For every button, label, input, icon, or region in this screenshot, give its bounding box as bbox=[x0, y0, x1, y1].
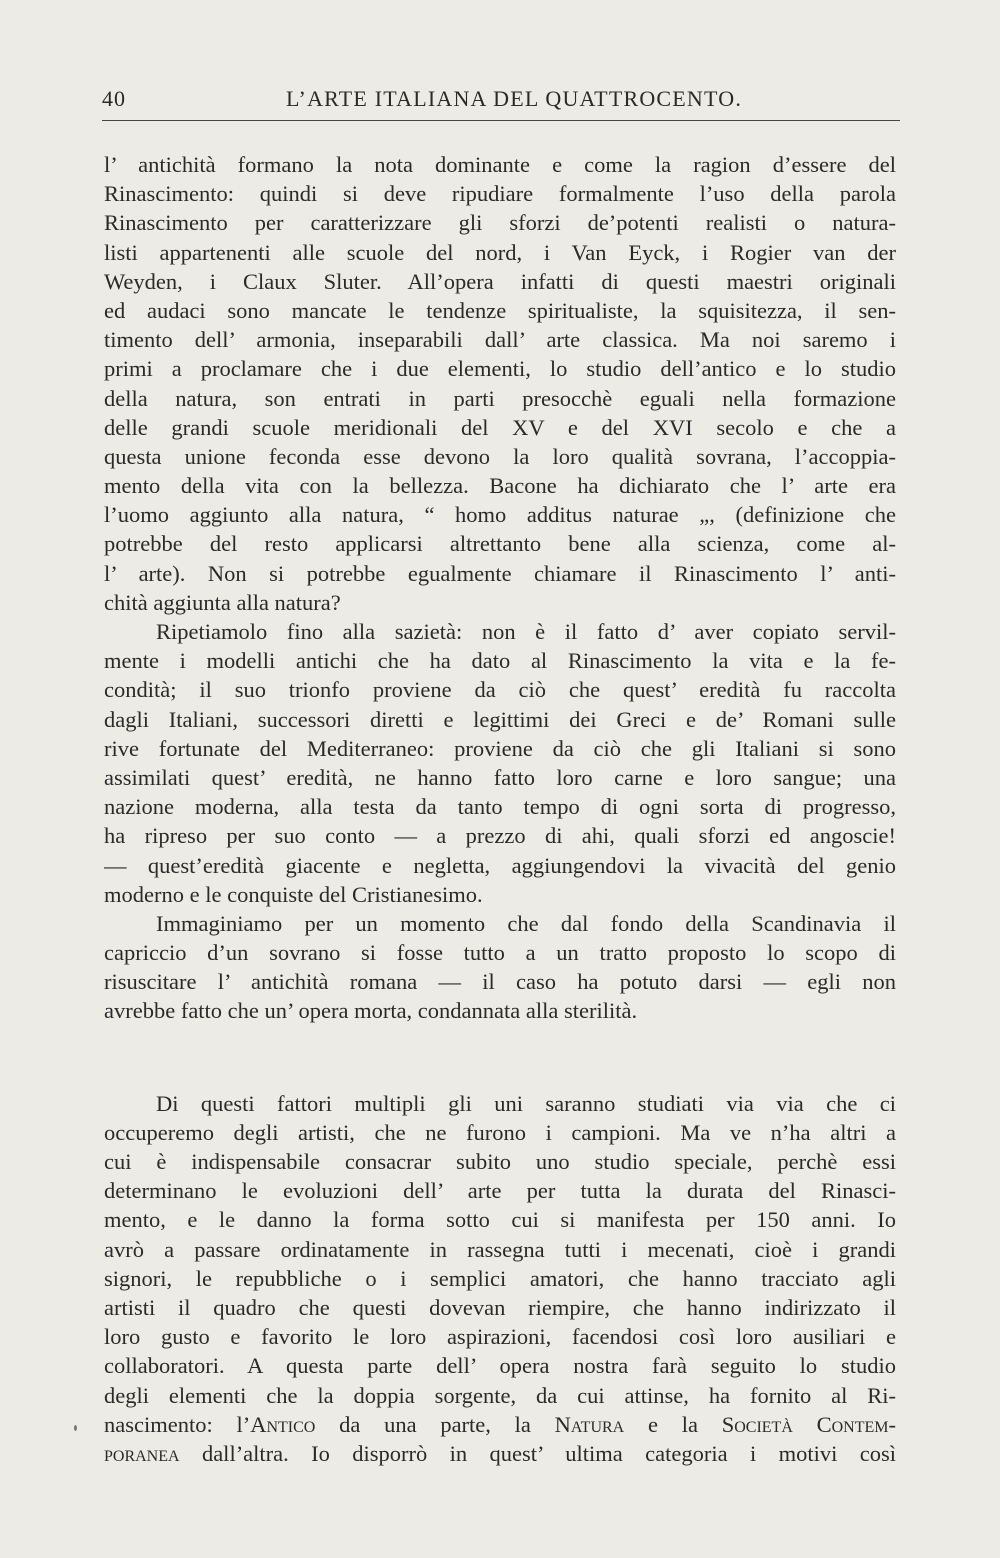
text-line: l’ arte). Non si potrebbe egualmente chiamare il Rinascimento l’ anti- bbox=[104, 560, 896, 586]
text-line: potrebbe del resto applicarsi altrettanto bene alla scienza, come al- bbox=[104, 531, 896, 557]
text-line: Ripetiamolo fino alla sazietà: non è il fatto d’ aver copiato servil- bbox=[156, 619, 896, 644]
paragraph bbox=[104, 150, 896, 617]
text-line: primi a proclamare che i due elementi, lo studio dell’antico e lo studio bbox=[104, 356, 896, 382]
text-segment: da una parte, la bbox=[315, 1411, 555, 1437]
text-line: ha ripreso per suo conto — a prezzo di ahi, quali sforzi ed angoscie! bbox=[104, 823, 896, 849]
body-text bbox=[104, 150, 896, 1468]
text-line: Immaginiamo per un momento che dal fondo della Scandinavia il bbox=[156, 910, 896, 936]
text-line: delle grandi scuole meridionali del XV e del XVI secolo e che a bbox=[104, 414, 896, 440]
text-line: nazione moderna, alla testa da tanto tempo di ogni sorta di progresso, bbox=[104, 794, 896, 820]
text-line: mento, e le danno la forma sotto cui si manifesta per 150 anni. Io bbox=[104, 1207, 896, 1233]
text-line: artisti il quadro che questi dovevan riempire, che hanno indirizzato il bbox=[104, 1294, 896, 1320]
text-line: della natura, son entrati in parti presocchè eguali nella formazione bbox=[104, 385, 896, 411]
text-line: occuperemo degli artisti, che ne furono i campioni. Ma ve n’ha altri a bbox=[104, 1119, 896, 1145]
text-line bbox=[104, 1410, 896, 1439]
text-line: rive fortunate del Mediterraneo: proviene da ciò che gli Italiani si sono bbox=[104, 735, 896, 761]
small-caps-term: Natura bbox=[554, 1411, 625, 1437]
text-line bbox=[104, 1439, 896, 1468]
text-segment: e la bbox=[624, 1411, 722, 1437]
page-header bbox=[102, 84, 900, 121]
text-line: degli elementi che la doppia sorgente, da cui attinse, ha fornito al Ri- bbox=[104, 1382, 896, 1408]
paragraph bbox=[104, 1089, 896, 1468]
running-head: L’ARTE ITALIANA DEL QUATTROCENTO. bbox=[285, 86, 743, 111]
page-number: 40 bbox=[102, 86, 126, 111]
text-line: cui è indispensabile consacrar subito uno studio speciale, perchè essi bbox=[104, 1149, 896, 1174]
text-line: Rinascimento per caratterizzare gli sforzi de’potenti realisti o natura- bbox=[104, 210, 896, 236]
text-line: mento della vita con la bellezza. Bacone ha dichiarato che l’ arte era bbox=[104, 473, 896, 499]
text-line: avrebbe fatto che un’ opera morta, condannata alla sterilità. bbox=[104, 998, 638, 1024]
text-line: chità aggiunta alla natura? bbox=[104, 589, 341, 615]
text-segment: dall’altra. Io disporrò in quest’ ultima categoria i motivi così bbox=[179, 1440, 896, 1466]
text-line: Weyden, i Claux Sluter. All’opera infatti di questi maestri originali bbox=[104, 268, 896, 294]
text-line: moderno e le conquiste del Cristianesimo. bbox=[104, 881, 483, 907]
paragraph bbox=[104, 909, 896, 1026]
text-line: avrò a passare ordinatamente in rassegna tutti i mecenati, cioè i grandi bbox=[104, 1236, 896, 1262]
text-line: timento dell’ armonia, inseparabili dall’ arte classica. Ma noi saremo i bbox=[104, 327, 896, 353]
small-caps-term: poranea bbox=[104, 1440, 180, 1466]
text-line: dagli Italiani, successori diretti e legittimi dei Greci e de’ Romani sulle bbox=[104, 706, 896, 732]
text-line: l’ antichità formano la nota dominante e come la ragion d’essere del bbox=[104, 152, 896, 177]
text-line: collaboratori. A questa parte dell’ opera nostra farà seguito lo studio bbox=[104, 1353, 896, 1379]
text-segment: nascimento: l’ bbox=[104, 1411, 251, 1437]
text-line: — quest’eredità giacente e negletta, aggiungendovi la vivacità del genio bbox=[104, 852, 896, 878]
text-line: questa unione feconda esse devono la loro qualità sovrana, l’accoppia- bbox=[104, 443, 896, 469]
text-line: ed audaci sono mancate le tendenze spiritualiste, la squisitezza, il sen- bbox=[104, 297, 896, 323]
text-line: Rinascimento: quindi si deve ripudiare formalmente l’uso della parola bbox=[104, 181, 896, 207]
text-line: risuscitare l’ antichità romana — il caso ha potuto darsi — egli non bbox=[104, 969, 896, 995]
text-line: assimilati quest’ eredità, ne hanno fatto loro carne e loro sangue; una bbox=[104, 764, 896, 790]
text-line: Di questi fattori multipli gli uni saranno studiati via via che ci bbox=[156, 1090, 896, 1116]
text-line: signori, le repubbliche o i semplici amatori, che hanno tracciato agli bbox=[104, 1265, 896, 1291]
ink-speck bbox=[74, 1425, 77, 1431]
text-line: condità; il suo trionfo proviene da ciò che quest’ eredità fu raccolta bbox=[104, 677, 896, 703]
paragraph bbox=[104, 617, 896, 909]
small-caps-term: Società Contem- bbox=[721, 1411, 896, 1437]
text-line: mente i modelli antichi che ha dato al Rinascimento la vita e la fe- bbox=[104, 648, 896, 674]
text-line: l’uomo aggiunto alla natura, “ homo additus naturae „, (definizione che bbox=[104, 502, 896, 528]
text-line: listi appartenenti alle scuole del nord, i Van Eyck, i Rogier van der bbox=[104, 239, 896, 265]
text-line: loro gusto e favorito le loro aspirazioni, facendosi così loro ausiliari e bbox=[104, 1324, 896, 1350]
text-line: capriccio d’un sovrano si fosse tutto a un tratto proposto lo scopo di bbox=[104, 940, 896, 966]
section-gap bbox=[104, 1026, 896, 1089]
small-caps-term: Antico bbox=[250, 1411, 316, 1437]
text-line: determinano le evoluzioni dell’ arte per tutta la durata del Rinasci- bbox=[104, 1178, 896, 1204]
